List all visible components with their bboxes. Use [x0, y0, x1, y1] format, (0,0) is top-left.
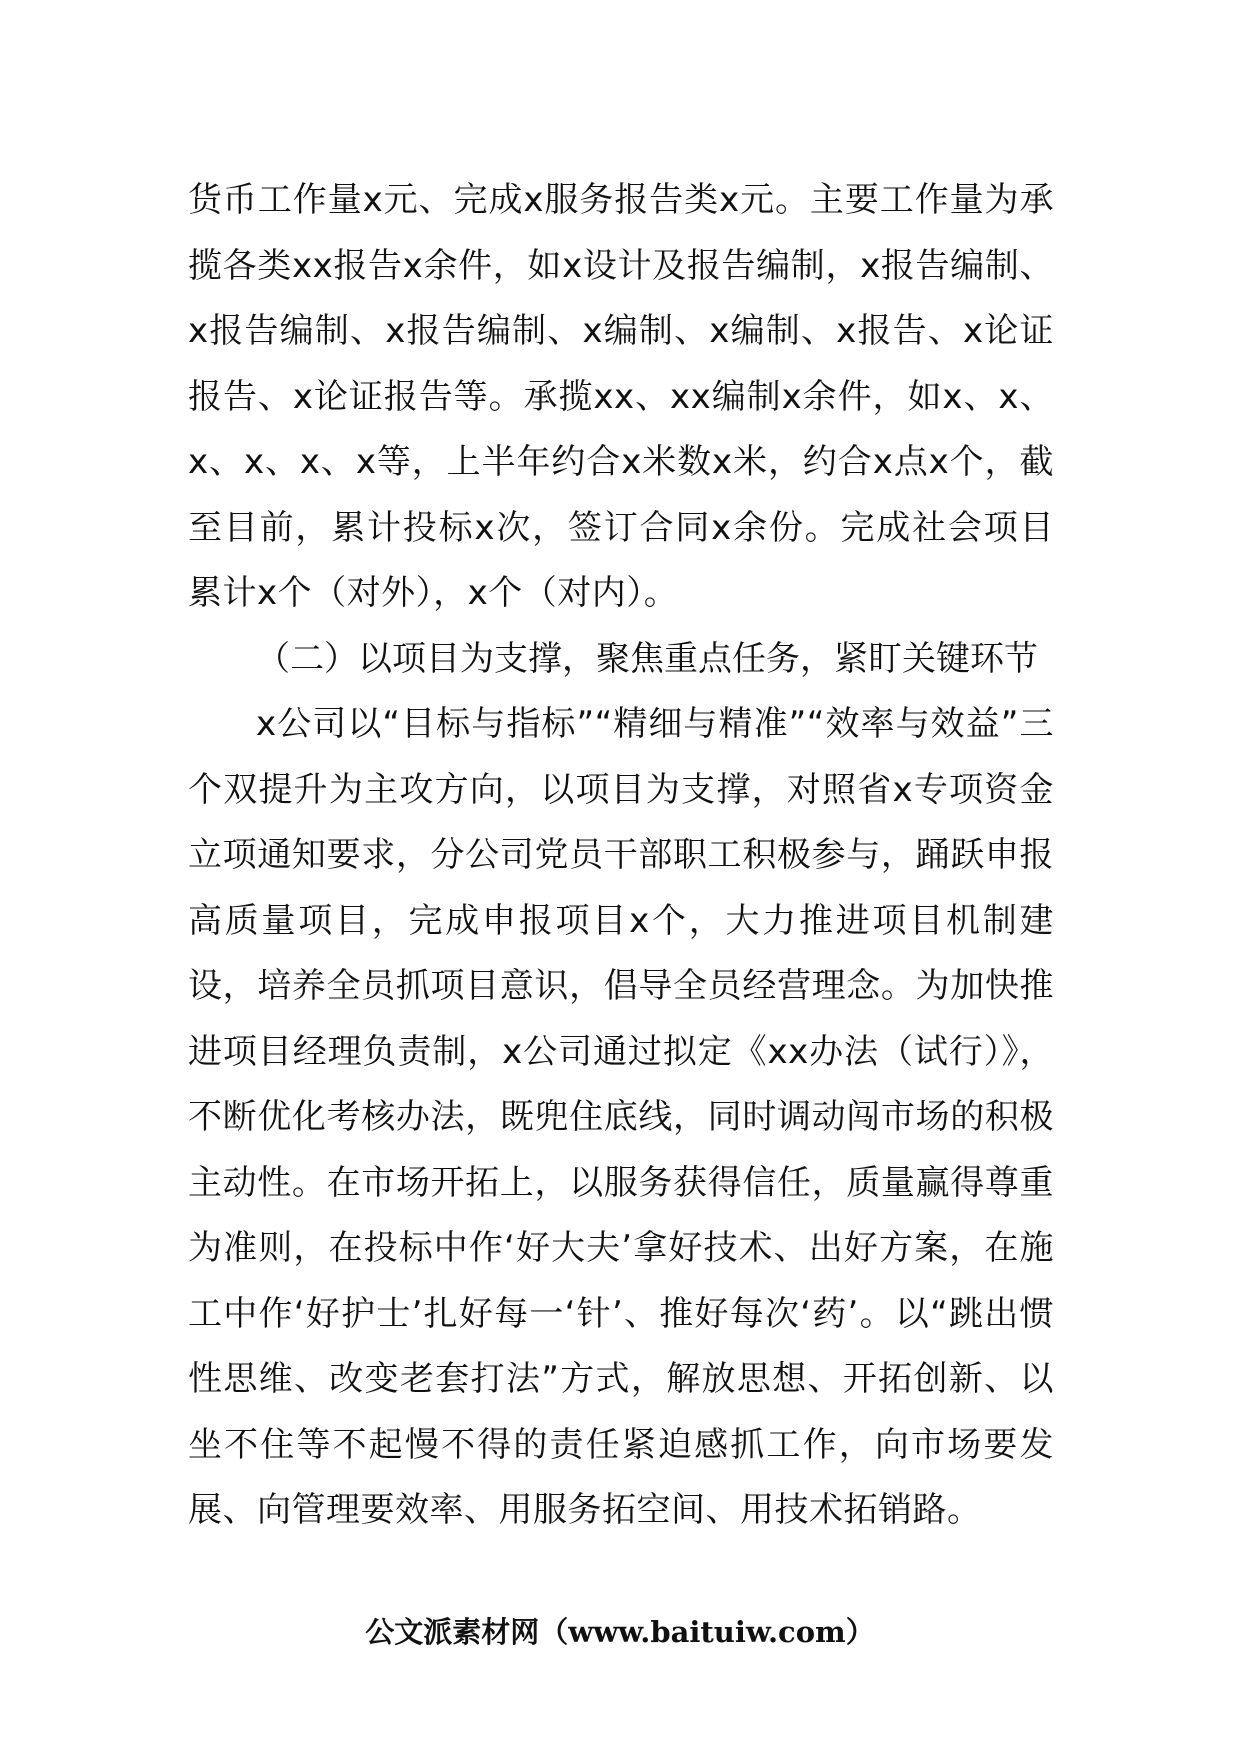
section-heading-two: （二）以项目为支撑，聚焦重点任务，紧盯关键环节 — [256, 638, 1038, 679]
paragraph-project-support: x公司以“目标与指标”“精细与精准”“效率与效益”三个双提升为主攻方向，以项目为支撑，对照省x专项资金立项通知要求，分公司党员干部职工积极参与，踊跃申报高质量项目，完成申报项目x个，大力推进项目机制建设，培养全员抓项目意识，倡导全员经营理念。为加快推进项目经理负责制，x公司通过拟定《xx办法（试行）》，不断优化考核办法，既兜住底线，同时调动闯市场的积极主动性。在市场开拓上，以服务获得信任，质量赢得尊重为准则，在投标中作‘好大夫’拿好技术、出好方案，在施工中作‘好护士’扎好每一‘针’、推好每次‘药’。以“跳出惯性思维、改变老套打法”方式，解放思想、开拓创新、以坐不住等不起慢不得的责任紧迫感抓工作，向市场要发展、向管理要效率、用服务拓空间、用技术拓销路。 — [188, 704, 1054, 1530]
paragraph-work-summary: 货币工作量x元、完成x服务报告类x元。主要工作量为承揽各类xx报告x余件，如x设计及报告编制，x报告编制、x报告编制、x报告编制、x编制、x编制、x报告、x论证报告、x论证报告等。承揽xx、xx编制x余件，如x、x、x、x、x、x等，上半年约合x米数x米，约合x点x个，截至目前，累计投标x次，签订合同x余份。完成社会项目累计x个（对外），x个（对内）。 — [188, 180, 1054, 613]
document-body — [188, 168, 1054, 1544]
footer-watermark: 公文派素材网（www.baituiw.com） — [365, 1615, 875, 1649]
